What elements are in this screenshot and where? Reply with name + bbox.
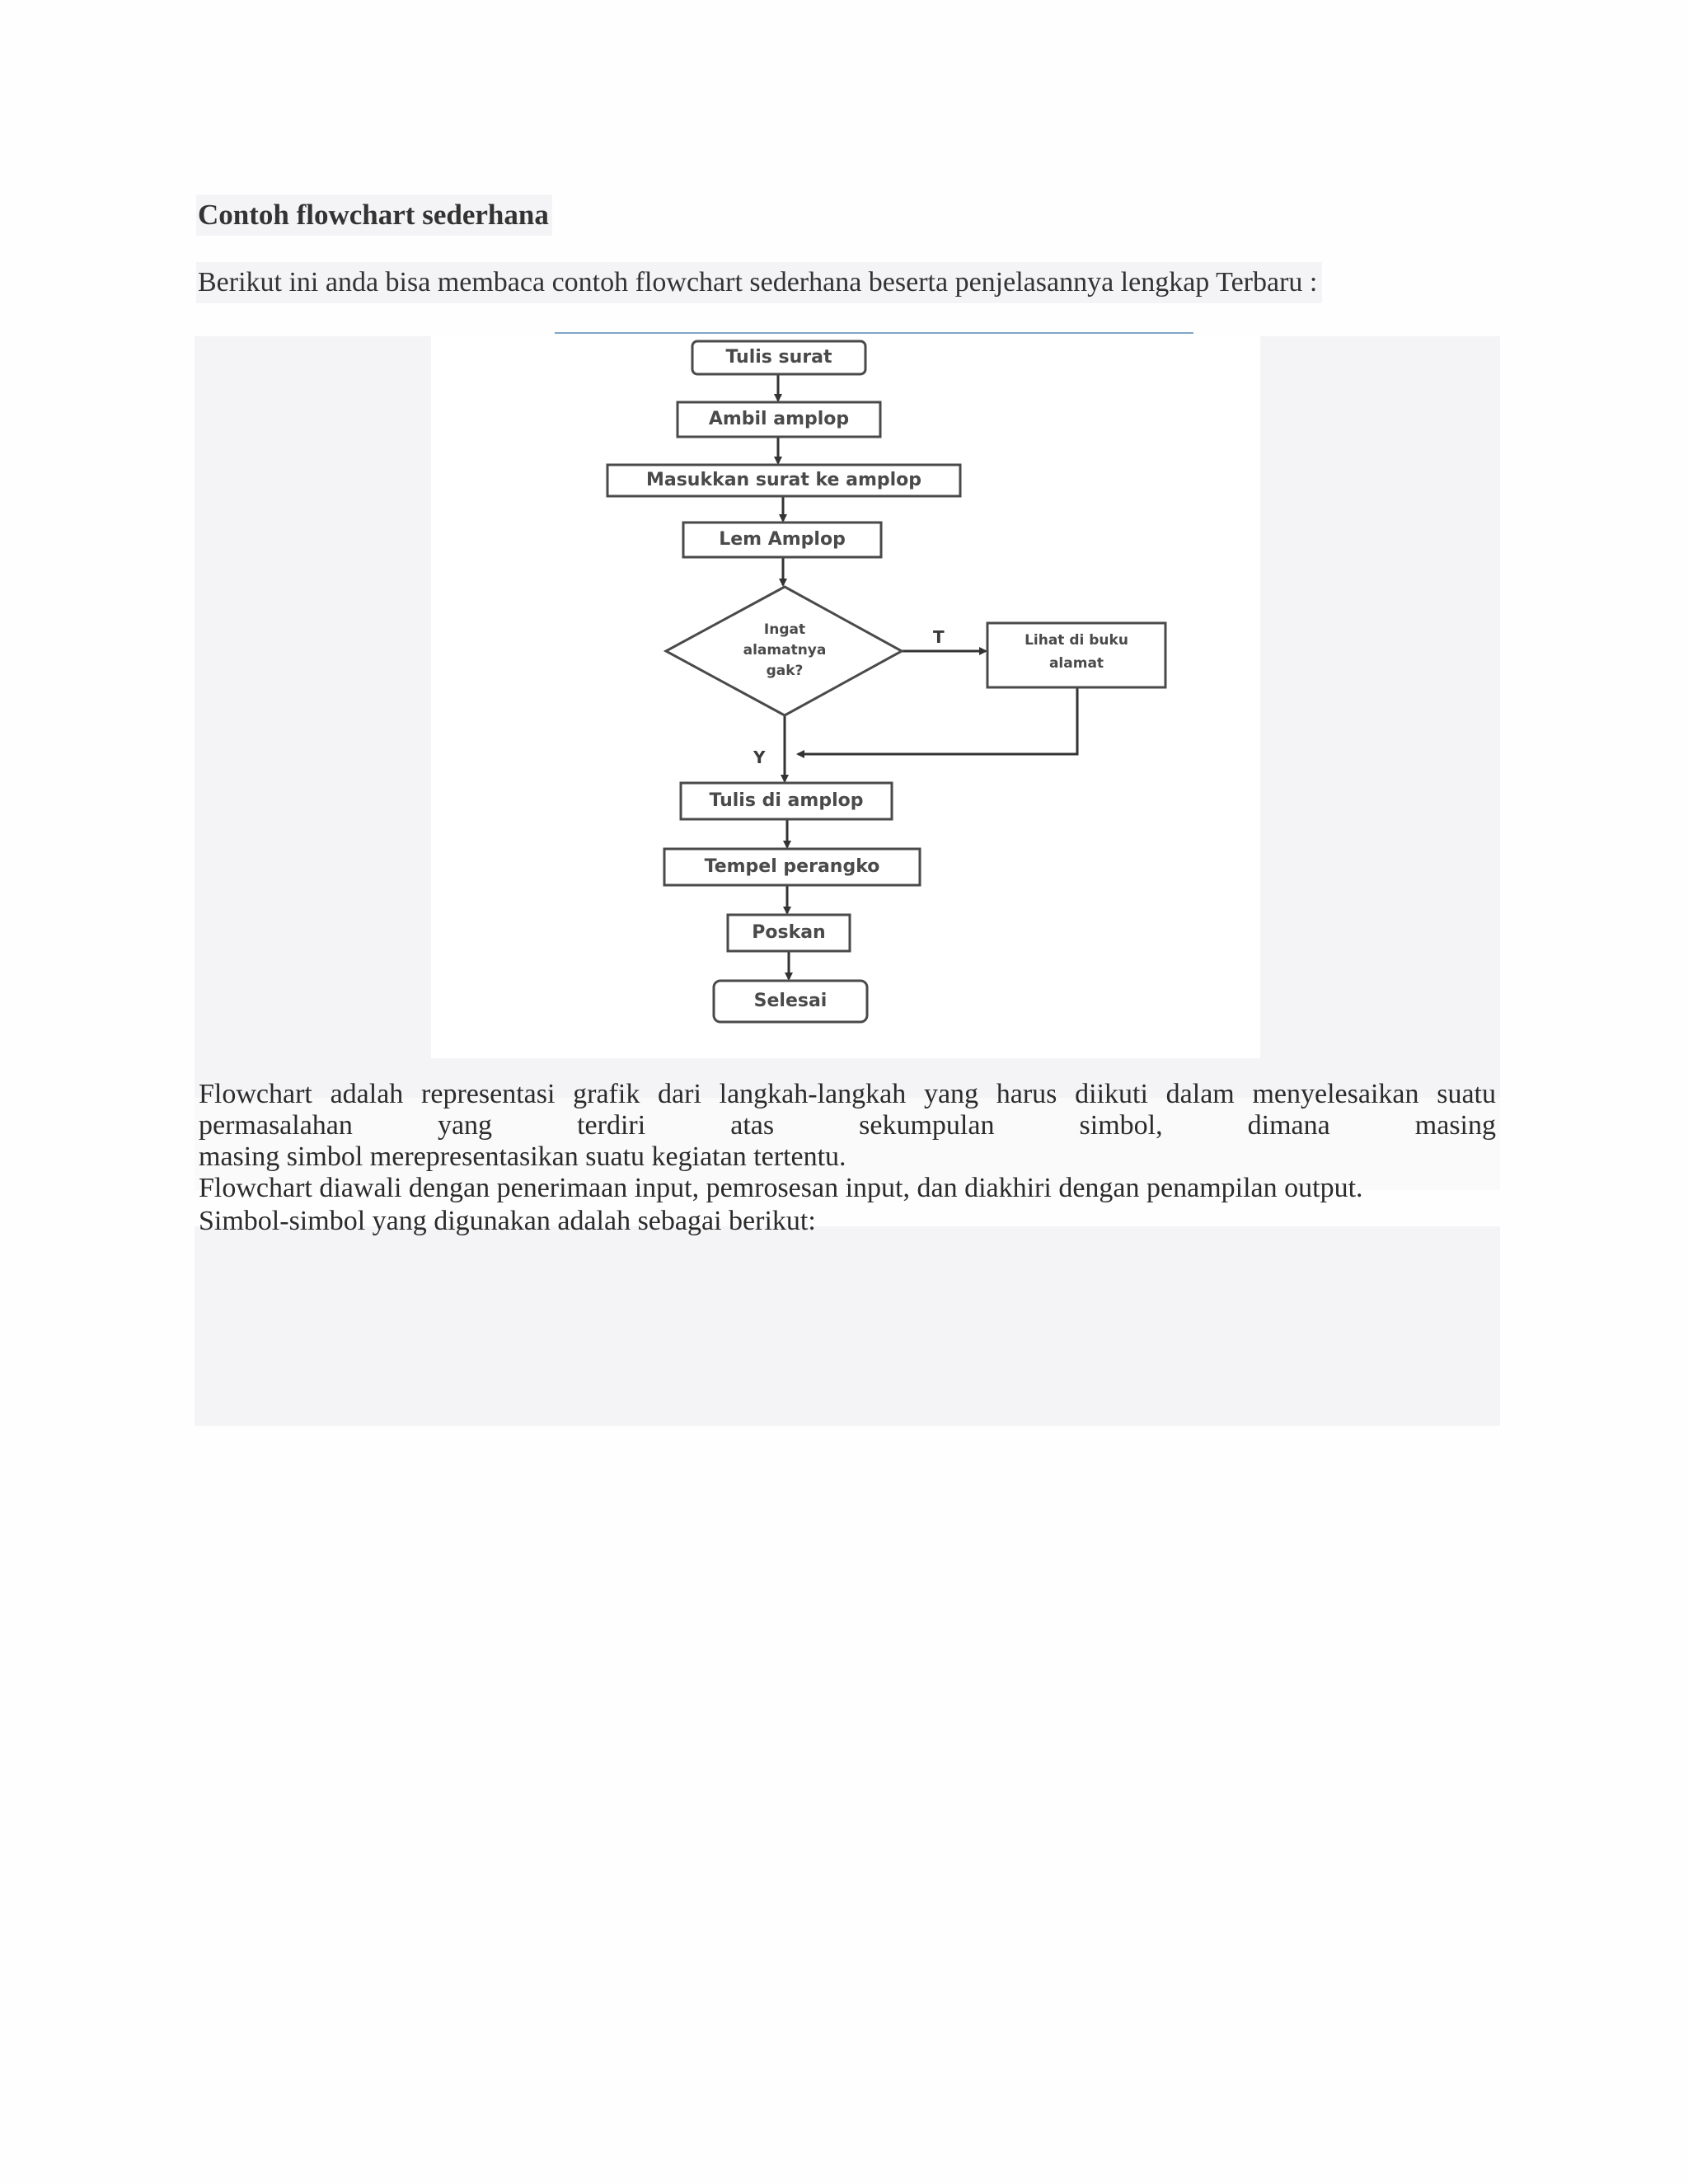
paragraph-line-1: Flowchart adalah representasi grafik dari langkah-langkah yang harus diikuti dalam menyelesaikan suatu (199, 1079, 1496, 1109)
node-lihat-line1: Lihat di buku (1025, 632, 1128, 649)
section-heading: Contoh flowchart sederhana (196, 194, 552, 236)
node-tulis-surat-label: Tulis surat (725, 347, 832, 368)
edge-label-true: Y (753, 748, 766, 767)
paragraph-line-3: masing simbol merepresentasikan suatu kegiatan tertentu. (199, 1141, 846, 1172)
node-selesai-label: Selesai (753, 991, 828, 1011)
node-decision-line3: gak? (766, 663, 804, 679)
node-ambil-amplop-label: Ambil amplop (708, 409, 850, 429)
intro-text: Berikut ini anda bisa membaca contoh flowchart sederhana beserta penjelasannya lengkap Terbaru : (196, 262, 1322, 303)
node-masukkan-label: Masukkan surat ke amplop (645, 470, 922, 490)
node-poskan-label: Poskan (752, 922, 826, 943)
node-decision-line2: alamatnya (743, 642, 827, 658)
node-decision-line1: Ingat (763, 621, 806, 638)
symbols-panel (195, 1226, 1500, 1426)
node-tempel-perangko-label: Tempel perangko (704, 856, 880, 877)
edge-lihat-return (798, 687, 1077, 754)
node-tulis-di-amplop-label: Tulis di amplop (709, 790, 864, 811)
node-lem-amplop-label: Lem Amplop (719, 529, 846, 550)
paragraph-line-5: Simbol-simbol yang digunakan adalah sebagai berikut: (199, 1206, 816, 1236)
paragraph-line-4: Flowchart diawali dengan penerimaan input, pemrosesan input, dan diakhiri dengan penampilan output. (199, 1173, 1363, 1203)
edge-label-false: T (933, 627, 945, 647)
node-lihat-line2: alamat (1048, 655, 1104, 672)
paragraph-line-2: permasalahan yang terdiri atas sekumpulan simbol, dimana masing (199, 1110, 1496, 1141)
